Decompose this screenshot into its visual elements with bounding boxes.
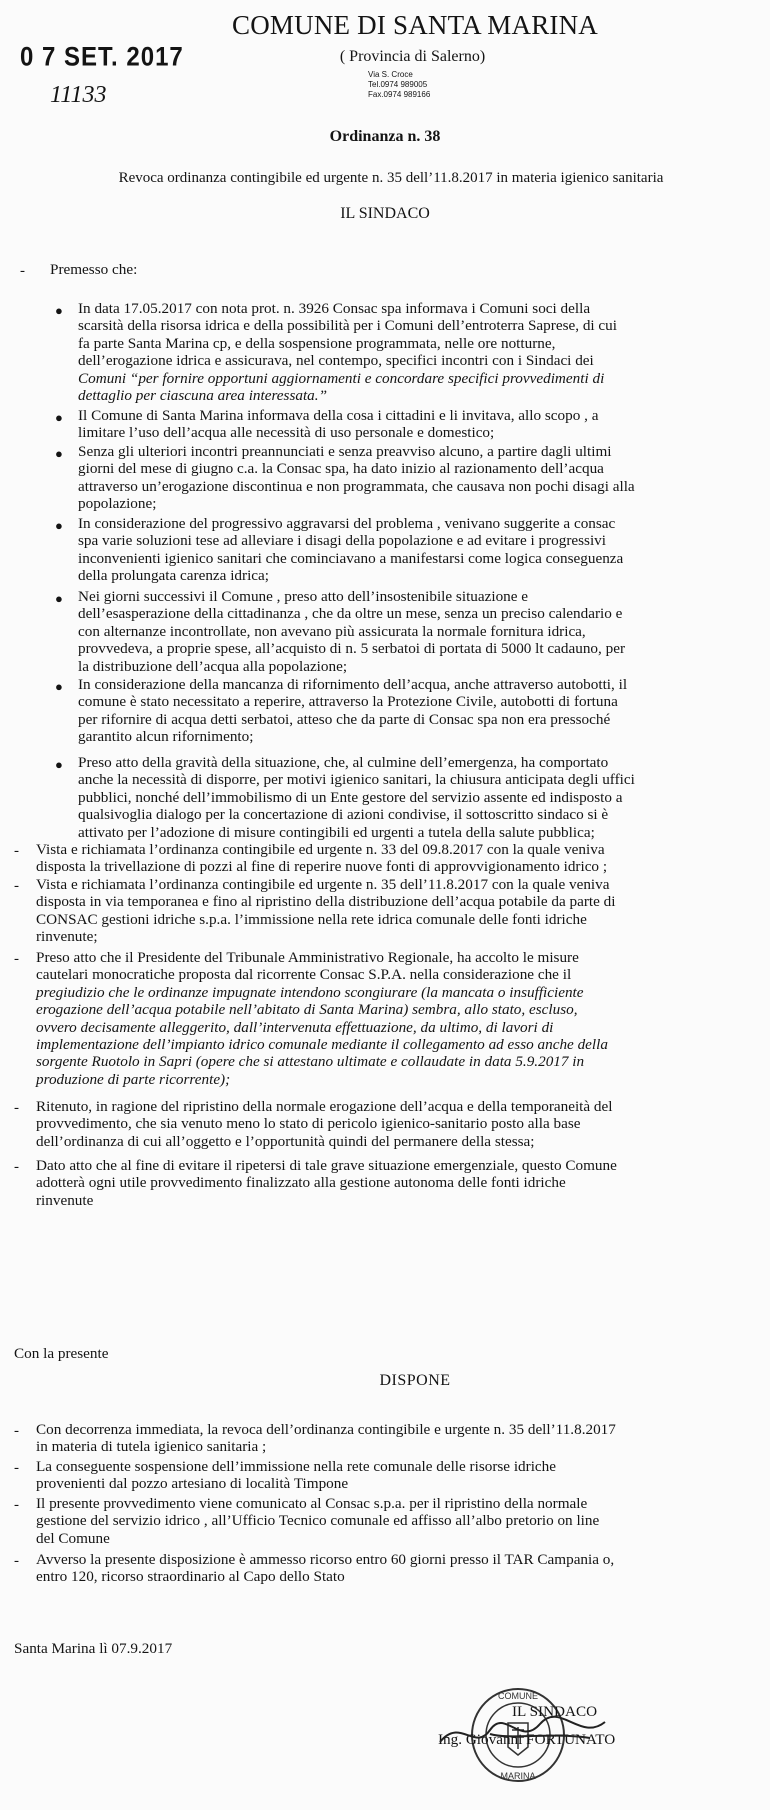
text-line: in materia di tutela igienico sanitaria ; (36, 1438, 267, 1456)
text-line: provvedeva, a proprie spese, all’acquisto di n. 5 serbatoi di portata di 5000 lt cadauno, per (78, 640, 626, 658)
list-item (36, 949, 756, 1088)
dash-marker: - (14, 1159, 19, 1175)
list-item (36, 1458, 756, 1493)
text-line: dettaglio per ciascuna area interessata.” (78, 387, 328, 405)
text-line: anche la necessità di disporre, per motivi igienico sanitari, la chiusura anticipata degli uffici (78, 771, 635, 789)
address-block (368, 70, 430, 100)
list-item (36, 841, 756, 876)
text-line: scarsità della risorsa idrica e della possibilità per i Comuni dell’entroterra Saprese, di cui (78, 317, 617, 335)
svg-text:MARINA: MARINA (500, 1771, 536, 1781)
text-line: attraverso un’erogazione discontinua e non programmata, che causava non pochi disagi alla (78, 477, 635, 495)
ordinance-number: Ordinanza n. 38 (329, 128, 441, 145)
list-item (78, 515, 753, 585)
text-line: Comuni “per fornire opportuni aggiornamenti e concordare specifici provvedimenti di (78, 369, 605, 387)
sindaco-heading: IL SINDACO (340, 205, 430, 222)
list-item (78, 754, 753, 841)
text-line: erogazione dell’acqua potabile nell’abitato di Santa Marina) sembra, allo stato, escluso, (36, 1001, 578, 1019)
text-line: cautelari monocratiche proposta dal ricorrente Consac S.P.A. nella considerazione che il (36, 966, 572, 984)
text-line: In data 17.05.2017 con nota prot. n. 3926 Consac spa informava i Comuni soci della (78, 300, 591, 317)
text-line: Il Comune di Santa Marina informava della cosa i cittadini e li invitava, allo scopo , a (78, 407, 599, 424)
list-item (78, 588, 753, 675)
list-item (78, 443, 753, 513)
dash-marker: - (14, 1460, 19, 1476)
text-line: Con decorrenza immediata, la revoca dell’ordinanza contingibile e urgente n. 35 dell’11.8.2017 (36, 1421, 616, 1438)
handwritten-signature (430, 1712, 630, 1757)
address-tel: Tel.0974 989005 (368, 80, 428, 89)
con-la-presente: Con la presente (14, 1345, 109, 1362)
text-line: dell’ordinanza di cui all’oggetto e l’opportunità quindi del permanere della stessa; (36, 1132, 535, 1150)
text-line: Senza gli ulteriori incontri preannunciati e senza preavviso alcuno, a partire dagli ultimi (78, 443, 612, 460)
bullet-marker: ● (55, 679, 63, 694)
dash-marker: - (14, 878, 19, 894)
text-line: dell’esasperazione della cittadinanza , che da oltre un mese, senza un preciso calendario e (78, 605, 623, 623)
list-item (36, 1157, 756, 1209)
text-line: provenienti dal pozzo artesiano di località Timpone (36, 1475, 349, 1493)
text-line: Nei giorni successivi il Comune , preso atto dell’insostenibile situazione e (78, 588, 529, 605)
province-line: ( Provincia di Salerno) (339, 48, 486, 65)
text-line: comune è stato necessitato a reperire, attraverso la Protezione Civile, autobotti di fortuna (78, 693, 618, 711)
text-line: spa varie soluzioni tese ad alleviare i disagi della popolazione e ad evitare i progressivi (78, 532, 606, 550)
text-line: disposta in via temporanea e fino al ripristino della distribuzione dell’acqua potabile da parte di (36, 893, 616, 911)
text-line: garantito alcun rifornimento; (78, 728, 254, 746)
dispone-heading: DISPONE (379, 1372, 451, 1389)
dash-marker: - (14, 951, 19, 967)
text-line: per rifornire di acqua detti serbatoi, atteso che da parte di Consac spa non era pressoché (78, 710, 611, 728)
text-line: con alternanze incontrollate, non avevano più assicurata la normale fornitura idrica, (78, 622, 586, 640)
dash-marker: - (14, 843, 19, 859)
text-line: attivato per l’adozione di misure contingibili ed urgenti a tutela della salute pubblica; (78, 823, 595, 841)
signatory-name: Ing. Giovanni FORTUNATO (438, 1731, 616, 1748)
received-date-stamp: 0 7 SET. 2017 (20, 42, 184, 73)
dash-marker: - (20, 263, 25, 279)
premesso-heading: Premesso che: (50, 261, 138, 278)
text-line: entro 120, ricorso straordinario al Capo dello Stato (36, 1568, 345, 1586)
signatory-role: IL SINDACO (512, 1703, 598, 1720)
list-item (36, 876, 756, 946)
text-line: della prolungata carenza idrica; (78, 567, 270, 585)
text-line: pubblici, nonché dell’immobilismo di un Ente gestore del servizio assente ed indisposto a (78, 788, 623, 806)
text-line: fa parte Santa Marina cp, e della sospensione programmata, nelle ore notturne, (78, 334, 556, 352)
text-line: CONSAC gestioni idriche s.p.a. l’immissione nella rete idrica comunale delle fonti idriche (36, 910, 587, 928)
ordinance-subject: Revoca ordinanza contingibile ed urgente n. 35 dell’11.8.2017 in materia igienico sanitaria (118, 170, 664, 186)
text-line: Ritenuto, in ragione del ripristino della normale erogazione dell’acqua e della temporaneità del (36, 1098, 613, 1115)
text-line: Preso atto della gravità della situazione, che, al culmine dell’emergenza, ha comportato (78, 754, 609, 771)
text-line: rinvenute (36, 1191, 94, 1209)
text-line: sorgente Ruotolo in Sapri (opere che si attestano ultimate e collaudate in data 5.9.2017 in (36, 1053, 585, 1071)
text-line: Avverso la presente disposizione è ammesso ricorso entro 60 giorni presso il TAR Campania o, (36, 1551, 615, 1568)
list-item (36, 1495, 756, 1547)
address-street: Via S. Croce (368, 70, 413, 79)
text-line: pregiudizio che le ordinanze impugnate intendono scongiurare (la mancata o insufficiente (36, 983, 584, 1001)
text-line: Preso atto che il Presidente del Tribunale Amministrativo Regionale, ha accolto le misure (36, 949, 579, 966)
bullet-marker: ● (55, 757, 63, 772)
text-line: In considerazione della mancanza di rifornimento dell’acqua, anche attraverso autobotti, il (78, 676, 628, 693)
text-line: la distribuzione dell’acqua alla popolazione; (78, 657, 348, 675)
text-line: produzione di parte ricorrente); (36, 1070, 231, 1088)
list-item (78, 407, 753, 442)
address-fax: Fax.0974 989166 (368, 90, 431, 99)
text-line: giorni del mese di giugno c.a. la Consac spa, ha dato inizio al razionamento dell’acqua (78, 460, 604, 478)
text-line: limitare l’uso dell’acqua alle necessità di uso personale e domestico; (78, 424, 495, 442)
text-line: provvedimento, che sia venuto meno lo stato di pericolo igienico-sanitario posto alla base (36, 1115, 581, 1133)
bullet-marker: ● (55, 446, 63, 461)
bullet-marker: ● (55, 410, 63, 425)
text-line: dell’erogazione idrica e assicurava, nel contempo, specifici incontri con i Sindaci dei (78, 352, 594, 370)
text-line: In considerazione del progressivo aggravarsi del problema , venivano suggerite a consac (78, 515, 616, 532)
list-item (78, 300, 753, 404)
text-line: Vista e richiamata l’ordinanza contingibile ed urgente n. 33 del 09.8.2017 con la quale veniva (36, 841, 605, 858)
text-line: ovvero decisamente alleggerito, dall’intervenuta effettuazione, da ultimo, di lavori di (36, 1018, 554, 1036)
text-line: rinvenute; (36, 928, 98, 946)
text-line: inconvenienti igienico sanitari che cominciavano a manifestarsi come logica conseguenza (78, 549, 624, 567)
place-and-date: Santa Marina lì 07.9.2017 (14, 1640, 173, 1657)
dash-marker: - (14, 1553, 19, 1569)
bullet-marker: ● (55, 303, 63, 318)
text-line: gestione del servizio idrico , all’Ufficio Tecnico comunale ed affisso all’albo pretorio on line (36, 1512, 600, 1530)
dash-marker: - (14, 1100, 19, 1116)
text-line: Vista e richiamata l’ordinanza contingibile ed urgente n. 35 dell’11.8.2017 con la quale veniva (36, 876, 610, 893)
list-item (78, 676, 753, 746)
dash-marker: - (14, 1423, 19, 1439)
dash-marker: - (14, 1497, 19, 1513)
list-item (36, 1098, 756, 1150)
text-line: del Comune (36, 1529, 110, 1547)
text-line: popolazione; (78, 495, 157, 513)
municipality-title: COMUNE DI SANTA MARINA (232, 10, 598, 40)
protocol-number-handwritten: 11133 (50, 82, 107, 108)
bullet-marker: ● (55, 518, 63, 533)
list-item (36, 1421, 756, 1456)
text-line: qualsivoglia dialogo per la concertazione di azioni condivise, il sottoscritto sindaco si è (78, 806, 609, 824)
bullet-marker: ● (55, 591, 63, 606)
text-line: La conseguente sospensione dell’immissione nella rete comunale delle risorse idriche (36, 1458, 557, 1475)
text-line: implementazione dell’impianto idrico comunale mediante il collegamento ad esso anche della (36, 1036, 608, 1054)
svg-text:COMUNE: COMUNE (498, 1691, 538, 1701)
list-item (36, 1551, 756, 1586)
text-line: disposta la trivellazione di pozzi al fine di reperire nuove fonti di approvvigionamento idrico ; (36, 858, 608, 876)
text-line: Il presente provvedimento viene comunicato al Consac s.p.a. per il ripristino della normale (36, 1495, 588, 1512)
text-line: Dato atto che al fine di evitare il ripetersi di tale grave situazione emergenziale, questo Comune (36, 1157, 617, 1174)
text-line: adotterà ogni utile provvedimento finalizzato alla gestione autonoma delle fonti idriche (36, 1174, 566, 1192)
